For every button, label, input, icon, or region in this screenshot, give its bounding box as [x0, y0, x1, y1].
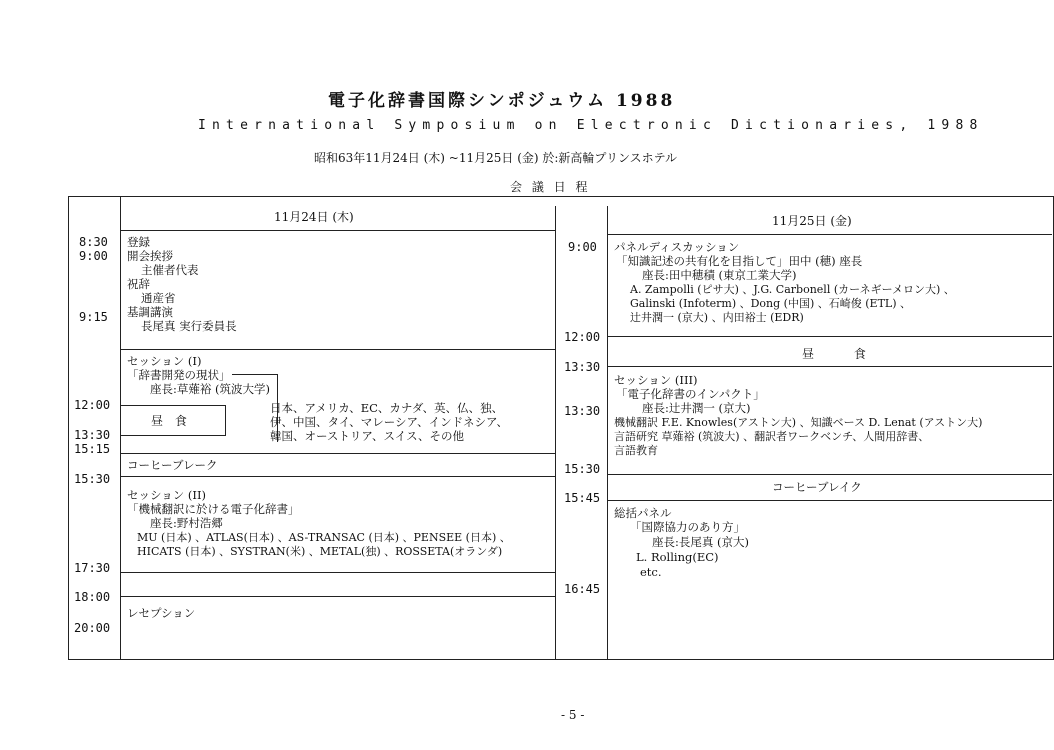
summary-chair: 座長:長尾真 (京大)	[652, 535, 750, 549]
time-label: 15:15	[74, 442, 111, 456]
session3-topics: 機械翻訳 F.E. Knowles(アストン大) 、知識ベース D. Lenat (アストン大)	[614, 416, 983, 429]
day1-heading: 11月24日 (木)	[274, 210, 354, 224]
time-label: 20:00	[74, 621, 111, 635]
panel-members: Galinski (Infoterm) 、Dong (中国) 、石崎俊 (ETL) 、	[630, 297, 912, 310]
session1-countries: 伊、中国、タイ、マレーシア、インドネシア、	[270, 415, 509, 429]
row-line	[120, 230, 555, 231]
time-label: 13:30	[564, 360, 601, 374]
summary-etc: etc.	[640, 565, 662, 579]
col-divider-middle	[555, 206, 556, 659]
session3-title: セッション (III)	[614, 373, 698, 387]
title-ja: 電子化辞書国際シンポジュウム 1988	[328, 91, 676, 111]
opening-item: 主催者代表	[141, 263, 199, 277]
summary-title: 総括パネル	[614, 506, 672, 520]
opening-item: 登録	[127, 235, 150, 249]
session2-chair: 座長:野村浩郷	[150, 516, 223, 530]
panel-theme: 「知識記述の共有化を目指して」田中 (穂) 座長	[616, 254, 863, 268]
row-line	[607, 500, 1052, 501]
panel-members: A. Zampolli (ピサ大) 、J.G. Carbonell (カーネギーメロン大) 、	[630, 283, 955, 296]
time-label: 12:00	[564, 330, 601, 344]
row-line	[607, 366, 1052, 367]
schedule-label: 会 議 日 程	[510, 180, 591, 194]
time-label: 17:30	[74, 561, 111, 575]
day2-lunch: 昼 食	[802, 347, 884, 361]
time-label: 13:30	[74, 428, 111, 442]
row-line	[607, 336, 1052, 337]
time-label: 9:00	[79, 249, 108, 263]
session2-systems: MU (日本) 、ATLAS(日本) 、AS-TRANSAC (日本) 、PENSEE (日本) 、	[137, 531, 511, 544]
opening-item: 通産省	[141, 291, 176, 305]
session2-title: セッション (II)	[127, 488, 206, 502]
row-line	[120, 349, 555, 350]
session1-title: セッション (I)	[127, 354, 202, 368]
day2-heading: 11月25日 (金)	[772, 214, 852, 228]
opening-item: 祝辞	[127, 277, 150, 291]
panel-members: 辻井潤一 (京大) 、内田裕士 (EDR)	[630, 311, 804, 324]
time-label: 9:00	[568, 240, 597, 254]
time-label: 15:30	[74, 472, 111, 486]
session1-countries: 日本、アメリカ、EC、カナダ、英、仏、独、	[270, 401, 504, 415]
session2-systems: HICATS (日本) 、SYSTRAN(米) 、METAL(独) 、ROSSETA(オランダ)	[137, 545, 503, 558]
session1-countries: 韓国、オーストリア、スイス、その他	[270, 429, 465, 443]
date-venue: 昭和63年11月24日 (木) ~11月25日 (金) 於:新高輪プリンスホテル	[314, 151, 677, 165]
summary-theme: 「国際協力のあり方」	[630, 520, 745, 534]
day1-lunch: 昼 食	[151, 414, 191, 428]
session3-theme: 「電子化辞書のインパクト」	[616, 387, 765, 401]
time-label: 9:15	[79, 310, 108, 324]
row-line	[120, 476, 555, 477]
panel-title: パネルディスカッション	[614, 240, 740, 254]
session3-topics: 言語教育	[614, 444, 658, 457]
title-en: International Symposium on Electronic Dictionaries, 1988	[198, 118, 984, 133]
panel-chair: 座長:田中穂積 (東京工業大学)	[642, 268, 797, 282]
session3-topics: 言語研究 草薙裕 (筑波大) 、翻訳者ワークベンチ、人間用辞書、	[614, 430, 930, 443]
time-label: 12:00	[74, 398, 111, 412]
time-label: 13:30	[564, 404, 601, 418]
time-label: 16:45	[564, 582, 601, 596]
row-line	[607, 474, 1052, 475]
row-line	[120, 453, 555, 454]
day2-coffee: コーヒーブレイク	[772, 480, 862, 494]
opening-item: 長尾真 実行委員長	[141, 319, 237, 333]
time-label: 15:30	[564, 462, 601, 476]
row-line	[120, 572, 555, 573]
time-label: 8:30	[79, 235, 108, 249]
col-divider-day2	[607, 206, 608, 659]
bracket-line	[232, 374, 278, 375]
day1-coffee: コーヒーブレーク	[127, 458, 218, 472]
row-line	[120, 596, 555, 597]
page-number: - 5 -	[561, 708, 585, 722]
opening-item: 開会挨拶	[127, 249, 173, 263]
opening-item: 基調講演	[127, 305, 173, 319]
row-line	[607, 234, 1052, 235]
session2-theme: 「機械翻訳に於ける電子化辞書」	[127, 502, 300, 516]
session1-theme: 「辞書開発の現状」	[127, 368, 231, 382]
day1-reception: レセプション	[127, 606, 196, 620]
time-label: 15:45	[564, 491, 601, 505]
session1-chair: 座長:草薙裕 (筑波大学)	[150, 382, 271, 396]
time-label: 18:00	[74, 590, 111, 604]
summary-member: L. Rolling(EC)	[636, 550, 719, 564]
session3-chair: 座長:辻井潤一 (京大)	[642, 401, 751, 415]
